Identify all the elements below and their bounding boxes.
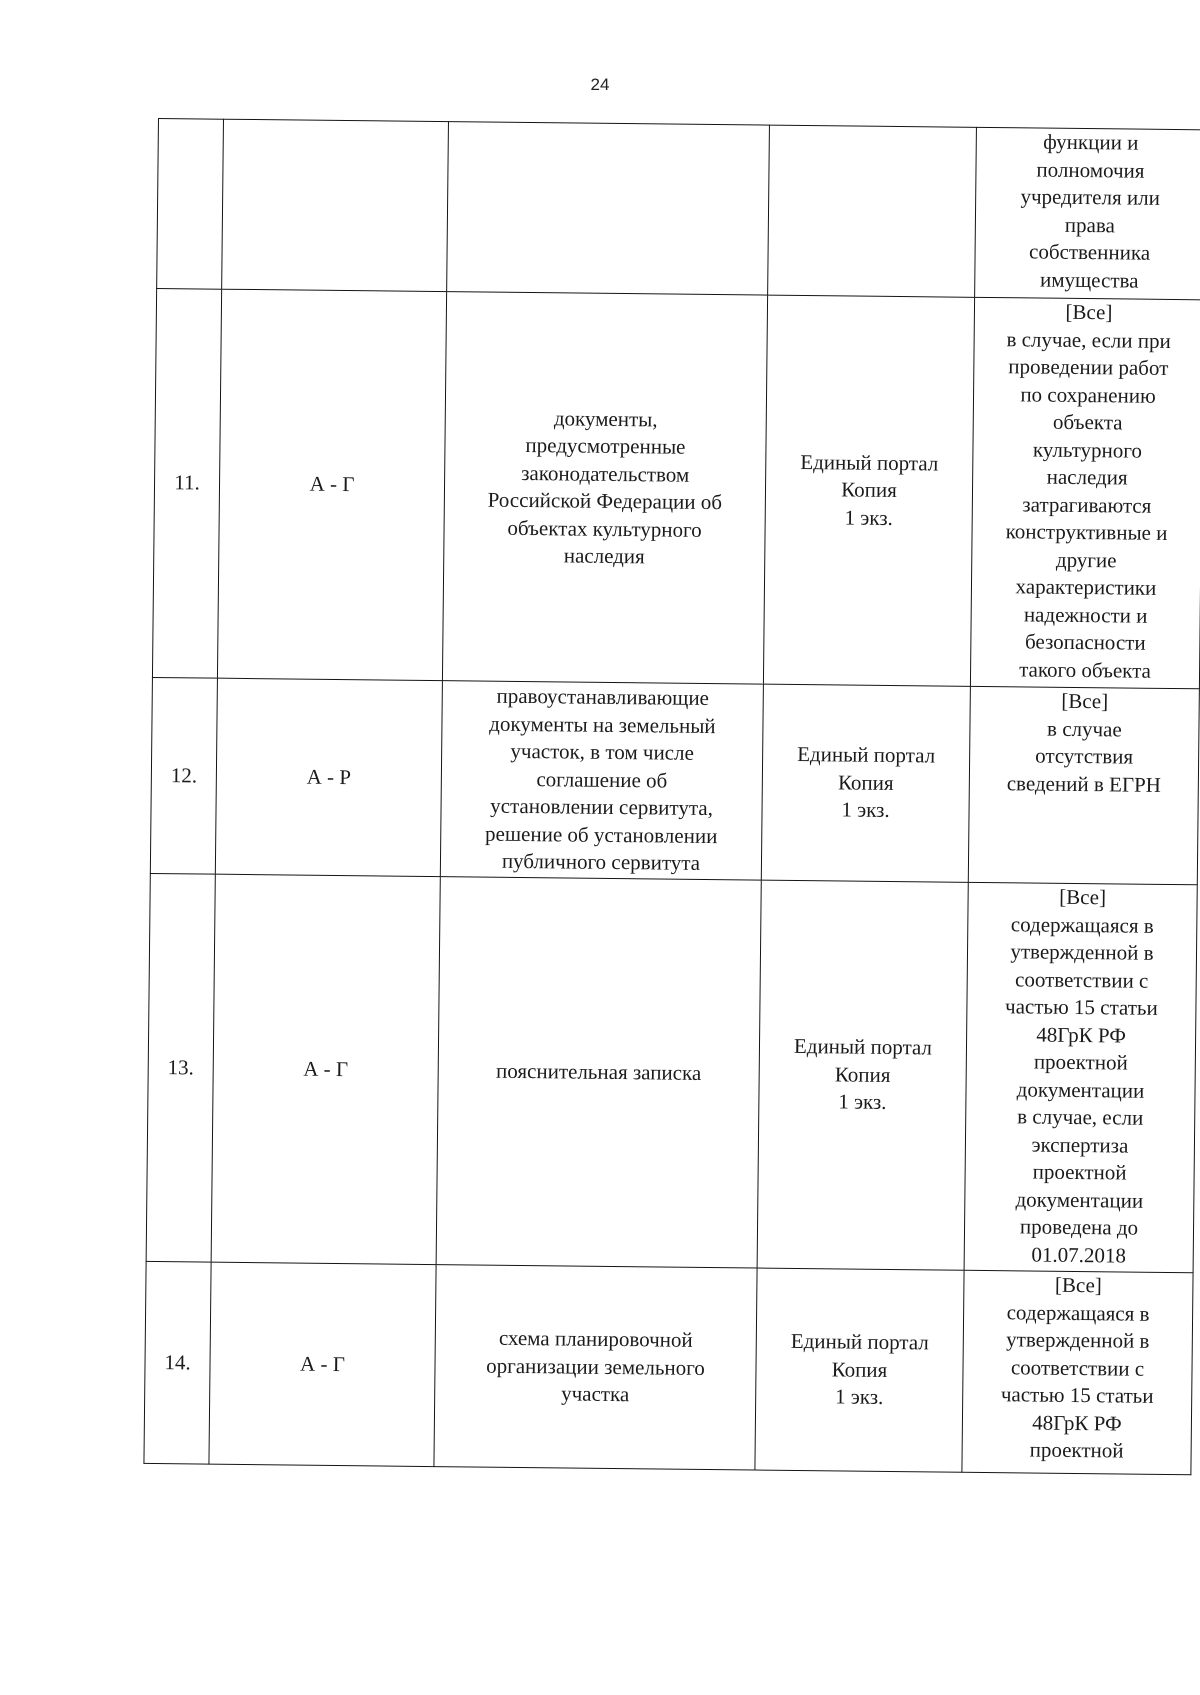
party-cell xyxy=(222,119,449,291)
row-number: 14. xyxy=(164,1349,191,1375)
row-number-cell xyxy=(146,873,215,1262)
row-number xyxy=(164,204,216,205)
condition-text: [Все] содержащаяся в утвержденной в соответствии с частью 15 статьи 48ГрК РФ проектной xyxy=(1000,1272,1154,1463)
condition-text: [Все] в случае, если при проведении работ по сохранению объекта культурного наследия затрагиваются конструктивные и другие характеристики надежности и безопасности такого объекта xyxy=(1005,299,1171,683)
party-code xyxy=(229,204,441,206)
document-cell xyxy=(447,122,770,295)
condition-cell xyxy=(970,297,1200,688)
format-cell xyxy=(757,880,968,1270)
row-number-cell xyxy=(157,119,224,290)
format-cell xyxy=(755,1268,964,1472)
row-number-cell xyxy=(150,677,217,874)
party-code: А - Г xyxy=(303,1056,349,1081)
format-cell xyxy=(768,125,977,297)
condition-text: [Все] содержащаяся в утвержденной в соответствии с частью 15 статьи 48ГрК РФ проектной документации в случае, если экспертиза проектной документации проведена до 01.07.2018 xyxy=(1004,884,1158,1268)
row-number: 12. xyxy=(170,762,198,788)
table-row xyxy=(144,1261,1193,1474)
table-row xyxy=(146,873,1197,1272)
condition-cell xyxy=(964,882,1197,1272)
document-name: пояснительная записка xyxy=(495,1058,702,1085)
submission-format: Единый портал Копия 1 экз. xyxy=(793,1034,933,1115)
documents-table xyxy=(143,118,1200,1475)
document-cell xyxy=(436,877,761,1268)
row-number: 13. xyxy=(167,1054,194,1080)
condition-cell xyxy=(962,1270,1193,1474)
document-cell xyxy=(440,681,763,880)
document-name: документы, предусмотренные законодательством Российской Федерации об объектах культурного наследия xyxy=(487,405,723,569)
format-cell xyxy=(761,684,970,882)
format-cell xyxy=(763,295,974,686)
condition-text: [Все] в случае отсутствия сведений в ЕГРН xyxy=(1006,688,1162,797)
submission-format: Единый портал Копия 1 экз. xyxy=(800,449,939,530)
row-number: 11. xyxy=(174,470,200,495)
party-cell xyxy=(215,678,442,876)
party-cell xyxy=(217,289,446,680)
condition-cell xyxy=(975,127,1200,299)
table-row xyxy=(150,677,1199,884)
party-code: А - Р xyxy=(306,764,352,789)
condition-cell xyxy=(968,686,1199,884)
page-number: 24 xyxy=(590,75,610,94)
party-cell xyxy=(211,874,440,1264)
condition-text: функции и полномочия учредителя или права собственника имущества xyxy=(1020,129,1161,293)
document-name: правоустанавливающие документы на земельный участок, в том числе соглашение об установлении сервитута, решение об установлении публичного сервитута xyxy=(485,683,718,876)
submission-format xyxy=(775,210,969,212)
row-number-cell xyxy=(152,288,221,678)
document-name xyxy=(454,207,762,210)
document-cell xyxy=(442,292,767,684)
submission-format: Единый портал Копия 1 экз. xyxy=(790,1329,929,1410)
table-row xyxy=(157,119,1200,300)
submission-format: Единый портал Копия 1 экз. xyxy=(797,742,936,823)
row-number-cell xyxy=(144,1261,211,1464)
party-code: А - Г xyxy=(309,471,355,497)
table-row xyxy=(152,288,1200,688)
party-cell xyxy=(209,1262,436,1466)
document-name: схема планировочной организации земельного участка xyxy=(486,1326,705,1407)
documents-table-container xyxy=(143,118,1171,1475)
party-code: А - Г xyxy=(299,1351,346,1376)
document-cell xyxy=(434,1265,757,1470)
